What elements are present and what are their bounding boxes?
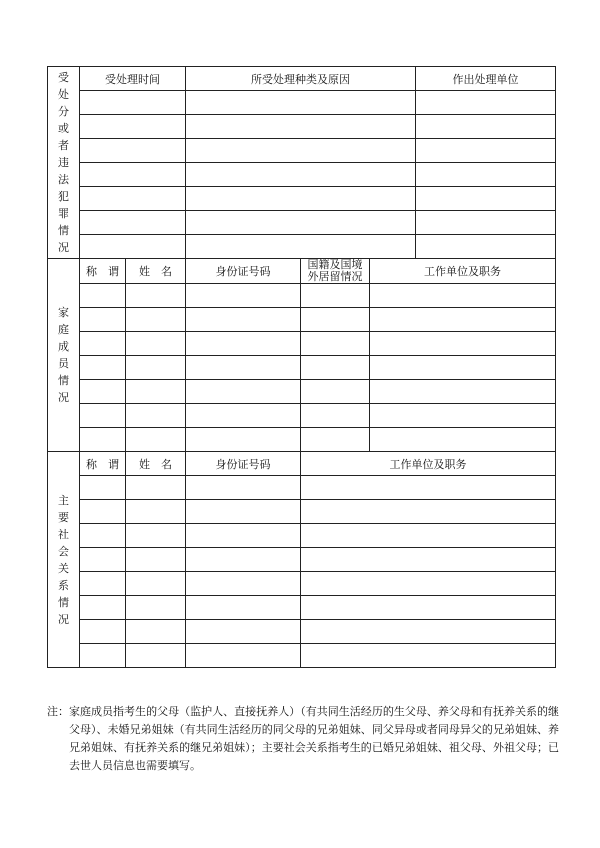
disciplinary-entry-cell[interactable] (80, 91, 186, 115)
social-relation-entry-cell[interactable] (301, 620, 556, 644)
family-member-entry-cell[interactable] (186, 308, 301, 332)
disciplinary-entry-cell[interactable] (416, 139, 556, 163)
disciplinary-entry-row (48, 211, 556, 235)
social-relation-entry-cell[interactable] (186, 524, 301, 548)
disciplinary-entry-cell[interactable] (416, 187, 556, 211)
family-member-entry-row (48, 404, 556, 428)
family-member-entry-cell[interactable] (186, 356, 301, 380)
family-member-entry-row (48, 356, 556, 380)
social-relation-entry-cell[interactable] (186, 596, 301, 620)
social-relation-entry-row (48, 596, 556, 620)
social-relations-section (48, 452, 556, 668)
family-member-entry-cell[interactable] (301, 308, 370, 332)
family-member-entry-cell[interactable] (186, 332, 301, 356)
social-relation-entry-row (48, 644, 556, 668)
family-member-entry-cell[interactable] (186, 380, 301, 404)
family-member-entry-cell[interactable] (370, 284, 556, 308)
disciplinary-entry-cell[interactable] (186, 211, 416, 235)
social-relation-entry-cell[interactable] (126, 500, 186, 524)
family-member-entry-cell[interactable] (301, 356, 370, 380)
family-member-entry-cell[interactable] (186, 428, 301, 452)
registration-form-sheet (47, 66, 555, 668)
disciplinary-entry-cell[interactable] (80, 115, 186, 139)
header-employer-position: 工作单位及职务 (301, 452, 556, 476)
social-relation-entry-cell[interactable] (301, 644, 556, 668)
family-member-entry-cell[interactable] (126, 308, 186, 332)
family-member-entry-cell[interactable] (370, 428, 556, 452)
form-table (47, 66, 556, 668)
social-relation-entry-cell[interactable] (126, 572, 186, 596)
header-employer-position: 工作单位及职务 (370, 259, 556, 284)
header-relation: 称 谓 (80, 259, 126, 284)
social-relation-entry-cell[interactable] (126, 548, 186, 572)
social-relation-entry-cell[interactable] (80, 572, 126, 596)
social-relation-entry-cell[interactable] (301, 548, 556, 572)
disciplinary-entry-cell[interactable] (186, 115, 416, 139)
family-side-label (48, 259, 80, 452)
family-member-entry-cell[interactable] (126, 356, 186, 380)
family-member-entry-cell[interactable] (126, 284, 186, 308)
family-member-entry-cell[interactable] (80, 428, 126, 452)
disciplinary-entry-row (48, 91, 556, 115)
disciplinary-section (48, 67, 556, 259)
social-relation-entry-row (48, 524, 556, 548)
family-member-entry-cell[interactable] (80, 284, 126, 308)
family-member-entry-cell[interactable] (126, 404, 186, 428)
family-member-entry-cell[interactable] (301, 380, 370, 404)
social-relation-entry-cell[interactable] (186, 572, 301, 596)
social-relation-entry-cell[interactable] (80, 524, 126, 548)
disciplinary-entry-cell[interactable] (186, 163, 416, 187)
social-side-text: 主要社会关系情况 (58, 493, 69, 626)
family-member-entry-cell[interactable] (370, 308, 556, 332)
header-id-number: 身份证号码 (186, 259, 301, 284)
family-member-entry-cell[interactable] (301, 284, 370, 308)
social-relation-entry-cell[interactable] (80, 644, 126, 668)
disciplinary-entry-cell[interactable] (80, 235, 186, 259)
family-member-entry-cell[interactable] (301, 332, 370, 356)
disciplinary-entry-cell[interactable] (186, 139, 416, 163)
disciplinary-entry-cell[interactable] (186, 91, 416, 115)
disciplinary-entry-cell[interactable] (416, 235, 556, 259)
family-member-entry-cell[interactable] (186, 404, 301, 428)
family-member-entry-cell[interactable] (126, 332, 186, 356)
disciplinary-entry-cell[interactable] (80, 139, 186, 163)
disciplinary-entry-cell[interactable] (416, 115, 556, 139)
social-side-label (48, 452, 80, 668)
disciplinary-entry-cell[interactable] (186, 187, 416, 211)
family-member-entry-cell[interactable] (301, 404, 370, 428)
social-relation-entry-row (48, 572, 556, 596)
header-name: 姓 名 (126, 259, 186, 284)
family-member-entry-cell[interactable] (301, 428, 370, 452)
family-member-entry-cell[interactable] (126, 380, 186, 404)
family-member-entry-cell[interactable] (126, 428, 186, 452)
social-relation-entry-cell[interactable] (80, 596, 126, 620)
social-relation-entry-cell[interactable] (301, 572, 556, 596)
family-member-entry-cell[interactable] (80, 380, 126, 404)
disciplinary-entry-cell[interactable] (80, 187, 186, 211)
social-relation-entry-cell[interactable] (186, 620, 301, 644)
disciplinary-entry-row (48, 235, 556, 259)
social-relation-entry-cell[interactable] (80, 476, 126, 500)
social-relation-entry-cell[interactable] (186, 644, 301, 668)
family-member-entry-row (48, 428, 556, 452)
footnote-text: 家庭成员指考生的父母（监护人、直接抚养人）（有共同生活经历的生父母、养父母和有抚养关系的继父母）、未婚兄弟姐妹（有共同生活经历的同父母的兄弟姐妹、同父异母或者同母异父的兄弟姐妹、养兄弟姐妹、有抚养关系的继兄弟姐妹）；主要社会关系指考生的已婚兄弟姐妹、祖父母、外祖父母；已去世人员信息也需要填写。 (69, 705, 559, 772)
header-id-number: 身份证号码 (186, 452, 301, 476)
footnote (47, 703, 559, 775)
family-member-entry-cell[interactable] (80, 404, 126, 428)
social-relation-entry-row (48, 620, 556, 644)
family-member-entry-cell[interactable] (80, 332, 126, 356)
footnote-label: 注： (47, 705, 69, 718)
header-relation: 称 谓 (80, 452, 126, 476)
disciplinary-side-text: 受处分或者违法犯罪情况 (58, 71, 69, 254)
social-relation-entry-cell[interactable] (186, 548, 301, 572)
disciplinary-entry-cell[interactable] (416, 163, 556, 187)
disciplinary-entry-row (48, 187, 556, 211)
social-relation-entry-cell[interactable] (301, 524, 556, 548)
disciplinary-entry-row (48, 115, 556, 139)
header-treatment-time: 受处理时间 (80, 67, 186, 91)
disciplinary-entry-row (48, 139, 556, 163)
header-treatment-unit: 作出处理单位 (416, 67, 556, 91)
social-relation-entry-cell[interactable] (126, 596, 186, 620)
family-member-entry-cell[interactable] (80, 308, 126, 332)
family-member-entry-row (48, 308, 556, 332)
disciplinary-entry-cell[interactable] (416, 91, 556, 115)
social-relation-entry-cell[interactable] (126, 476, 186, 500)
family-member-entry-row (48, 380, 556, 404)
social-relation-entry-cell[interactable] (126, 620, 186, 644)
social-relation-entry-cell[interactable] (301, 596, 556, 620)
disciplinary-entry-cell[interactable] (80, 163, 186, 187)
family-member-entry-cell[interactable] (370, 404, 556, 428)
disciplinary-entry-cell[interactable] (80, 211, 186, 235)
social-relation-entry-cell[interactable] (80, 620, 126, 644)
social-relation-entry-cell[interactable] (301, 500, 556, 524)
social-relation-entry-cell[interactable] (186, 476, 301, 500)
social-relation-entry-cell[interactable] (80, 500, 126, 524)
social-relation-entry-row (48, 548, 556, 572)
family-member-entry-cell[interactable] (370, 380, 556, 404)
family-member-entry-cell[interactable] (370, 332, 556, 356)
social-relation-entry-row (48, 500, 556, 524)
social-relation-entry-cell[interactable] (80, 548, 126, 572)
social-relation-entry-cell[interactable] (301, 476, 556, 500)
header-name: 姓 名 (126, 452, 186, 476)
disciplinary-entry-row (48, 163, 556, 187)
family-side-text: 家庭成员情况 (58, 306, 69, 404)
disciplinary-entry-cell[interactable] (416, 211, 556, 235)
disciplinary-side-label (48, 67, 80, 259)
family-member-entry-row (48, 332, 556, 356)
social-relation-entry-cell[interactable] (126, 524, 186, 548)
social-relation-entry-cell[interactable] (186, 500, 301, 524)
header-nationality: 国籍及国境 外居留情况 (301, 259, 370, 284)
family-member-entry-cell[interactable] (80, 356, 126, 380)
header-treatment-type-reason: 所受处理种类及原因 (186, 67, 416, 91)
social-relation-entry-cell[interactable] (126, 644, 186, 668)
family-member-entry-cell[interactable] (370, 356, 556, 380)
social-relation-entry-row (48, 476, 556, 500)
family-member-entry-row (48, 284, 556, 308)
disciplinary-entry-cell[interactable] (186, 235, 416, 259)
family-member-entry-cell[interactable] (186, 284, 301, 308)
family-members-section (48, 259, 556, 452)
